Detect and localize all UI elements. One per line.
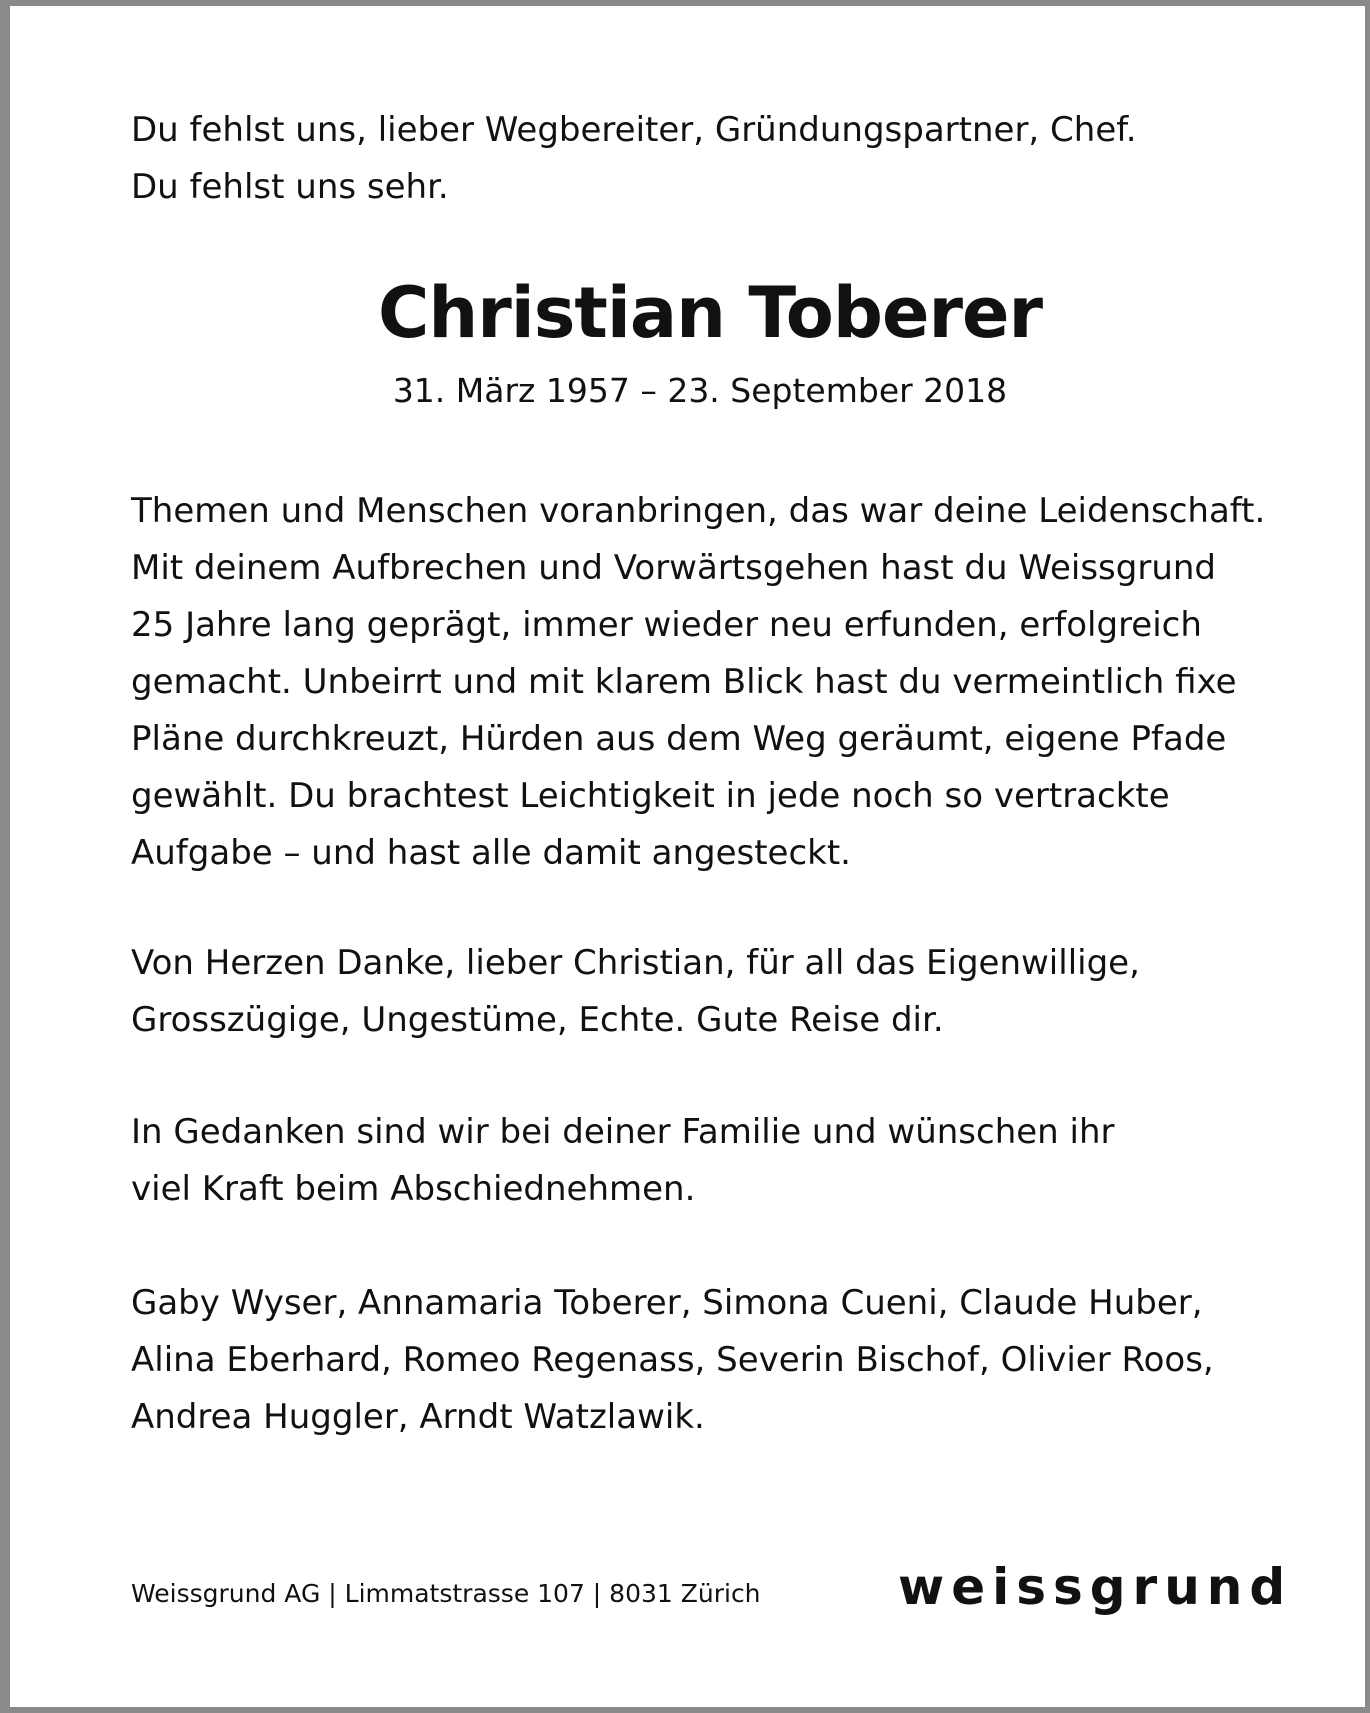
tribute-line: Themen und Menschen voranbringen, das war deine Leidenschaft. bbox=[131, 491, 1266, 531]
signatory-line: Gaby Wyser, Annamaria Toberer, Simona Cueni, Claude Huber, bbox=[131, 1283, 1203, 1323]
family-line: In Gedanken sind wir bei deiner Familie und wünschen ihr bbox=[131, 1112, 1115, 1152]
signatory-line: Andrea Huggler, Arndt Watzlawik. bbox=[131, 1397, 705, 1437]
life-dates: 31. März 1957 – 23. September 2018 bbox=[392, 371, 1008, 410]
intro-line: Du fehlst uns, lieber Wegbereiter, Gründungspartner, Chef. bbox=[131, 110, 1137, 150]
tribute-line: gewählt. Du brachtest Leichtigkeit in jede noch so vertrackte bbox=[131, 776, 1170, 816]
tribute-line: gemacht. Unbeirrt und mit klarem Blick hast du vermeintlich fixe bbox=[131, 662, 1237, 702]
intro-line: Du fehlst uns sehr. bbox=[131, 167, 449, 207]
tribute-line: Mit deinem Aufbrechen und Vorwärtsgehen hast du Weissgrund bbox=[131, 548, 1216, 588]
signatory-line: Alina Eberhard, Romeo Regenass, Severin Bischof, Olivier Roos, bbox=[131, 1340, 1214, 1380]
tribute-line: 25 Jahre lang geprägt, immer wieder neu erfunden, erfolgreich bbox=[131, 605, 1202, 645]
thanks-paragraph bbox=[131, 935, 1281, 1049]
tribute-line: Aufgabe – und hast alle damit angesteckt. bbox=[131, 833, 851, 873]
intro-paragraph bbox=[131, 102, 1281, 216]
deceased-name: Christian Toberer bbox=[378, 272, 1042, 354]
signatories-paragraph bbox=[131, 1275, 1281, 1446]
family-paragraph bbox=[131, 1104, 1281, 1218]
thanks-line: Grosszügige, Ungestüme, Echte. Gute Reise dir. bbox=[131, 1000, 944, 1040]
company-logo: weissgrund bbox=[898, 1558, 1293, 1616]
tribute-paragraph bbox=[131, 483, 1281, 882]
family-line: viel Kraft beim Abschiednehmen. bbox=[131, 1169, 696, 1209]
company-address: Weissgrund AG | Limmatstrasse 107 | 8031 Zürich bbox=[131, 1579, 761, 1608]
tribute-line: Pläne durchkreuzt, Hürden aus dem Weg geräumt, eigene Pfade bbox=[131, 719, 1227, 759]
thanks-line: Von Herzen Danke, lieber Christian, für all das Eigenwillige, bbox=[131, 943, 1140, 983]
